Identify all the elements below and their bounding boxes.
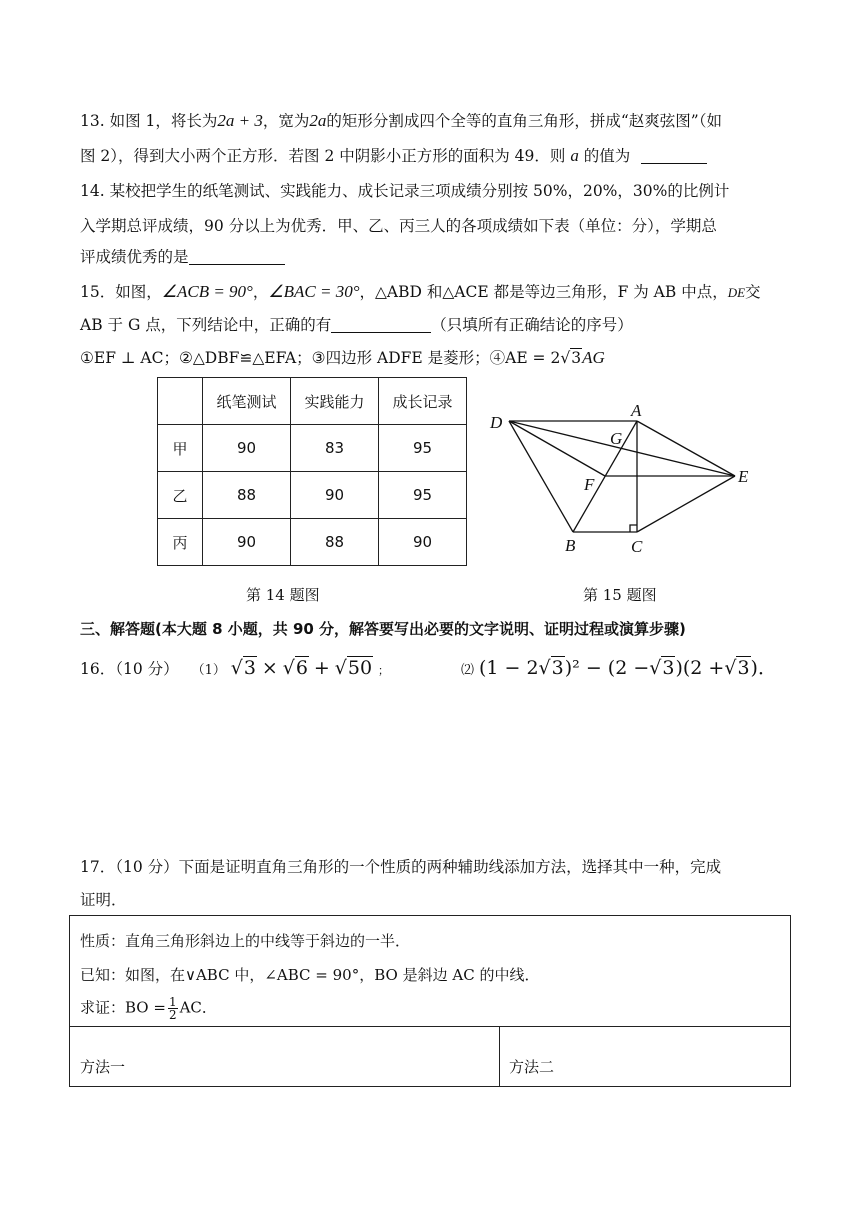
method1-label: 方法一: [80, 1058, 126, 1076]
table-cell: 乙: [158, 472, 203, 519]
label-A: A: [631, 401, 642, 420]
label-F: F: [584, 475, 595, 494]
caption-fig15: 第 15 题图: [583, 586, 657, 604]
q16-part2: ⑵ (1 − 2√3)² − (2 −√3)(2 +√3)．: [461, 657, 777, 679]
label-C: C: [631, 537, 643, 556]
table-cell: 95: [379, 425, 467, 472]
right-angle-mark: [630, 525, 637, 532]
q13-answer-blank[interactable]: [641, 147, 707, 164]
q17-property: 性质：直角三角形斜边上的中线等于斜边的一半．: [80, 932, 411, 950]
box-divider-vertical: [499, 1026, 500, 1086]
caption-fig14: 第 14 题图: [246, 586, 320, 604]
table-cell: 90: [379, 519, 467, 566]
segment-DB: [509, 421, 573, 532]
q14-line3: 评成绩优秀的是: [80, 247, 285, 267]
table-header-cell: 成长记录: [379, 378, 467, 425]
q15-line2: AB 于 G 点，下列结论中，正确的有 （只填所有正确结论的序号）: [80, 316, 633, 334]
table-cell: 90: [291, 472, 379, 519]
table-cell: 丙: [158, 519, 203, 566]
box-divider-horizontal: [70, 1026, 790, 1027]
q17-proof-box: [69, 915, 791, 1087]
q17-line1: 17．（10 分）下面是证明直角三角形的一个性质的两种辅助线添加方法，选择其中一种，完成: [80, 858, 722, 876]
q13-line2: 图 2），得到大小两个正方形．若图 2 中阴影小正方形的面积为 49．则 a 的值为: [80, 146, 707, 166]
segment-DF: [509, 421, 605, 476]
q14-line2: 入学期总评成绩，90 分以上为优秀．甲、乙、丙三人的各项成绩如下表（单位：分），学期总: [80, 217, 717, 235]
table-row: [158, 519, 467, 566]
table-header-cell: 纸笔测试: [203, 378, 291, 425]
table-cell: 甲: [158, 425, 203, 472]
fraction-one-half: $\frac{1}{2}$: [168, 995, 177, 1022]
label-E: E: [738, 467, 749, 486]
q15-geometry-figure: [480, 395, 770, 560]
q17-given: 已知：如图，在∨ABC 中，∠ABC = 90°，BO 是斜边 AC 的中线．: [80, 966, 540, 984]
q17-prove: 求证：BO = $\frac{1}{2}$ AC．: [80, 995, 217, 1022]
table-cell: 95: [379, 472, 467, 519]
section3-heading: 三、解答题(本大题 8 小题，共 90 分，解答要写出必要的文字说明、证明过程或演算步骤): [80, 620, 686, 638]
q15-answer-blank[interactable]: [331, 316, 431, 333]
segment-AE: [637, 421, 735, 476]
table-row: [158, 472, 467, 519]
score-table: [157, 377, 467, 566]
table-cell: 83: [291, 425, 379, 472]
q15-options: ①EF ⊥ AC；②△DBF≌△EFA；③四边形 ADFE 是菱形；④AE = 2√3AG: [80, 348, 605, 367]
table-cell: 88: [291, 519, 379, 566]
label-D: D: [490, 413, 503, 432]
q14-line1: 14. 某校把学生的纸笔测试、实践能力、成长记录三项成绩分别按 50%，20%，30%的比例计: [80, 182, 730, 200]
label-G: G: [610, 429, 623, 448]
q13-line1: 13. 如图 1，将长为2a + 3，宽为2a的矩形分割成四个全等的直角三角形，拼成“赵爽弦图”（如: [80, 111, 722, 130]
q16-line: 16．（10 分） （1） √3 × √6 + √50 ；: [80, 657, 390, 679]
table-cell: 90: [203, 519, 291, 566]
table-cell: 90: [203, 425, 291, 472]
table-cell: 88: [203, 472, 291, 519]
q13-length-expr: 2a + 3: [217, 111, 263, 130]
segment-CE: [637, 476, 735, 532]
method2-label: 方法二: [509, 1058, 555, 1076]
table-row: [158, 425, 467, 472]
label-B: B: [565, 536, 576, 555]
table-header-row: [158, 378, 467, 425]
table-header-cell: 实践能力: [291, 378, 379, 425]
q15-line1: 15．如图，∠ACB = 90°，∠BAC = 30°，△ABD 和△ACE 都是等边三角形，F 为 AB 中点，DE交: [80, 282, 761, 301]
table-header-cell: [158, 378, 203, 425]
q13-width-expr: 2a: [309, 111, 327, 130]
q17-line2: 证明．: [80, 891, 127, 909]
q14-answer-blank[interactable]: [189, 248, 285, 265]
